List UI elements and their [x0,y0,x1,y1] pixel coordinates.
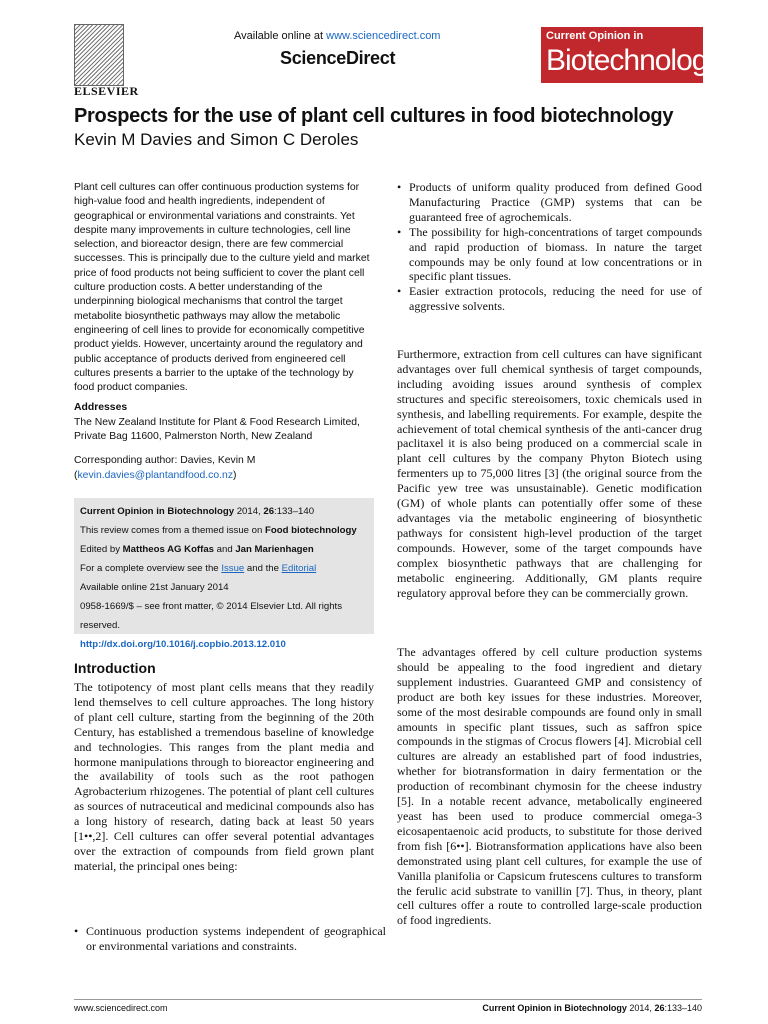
article-authors: Kevin M Davies and Simon C Deroles [74,130,359,149]
journal-logo-main: Biotechnology [546,44,722,77]
paragraph-text: Furthermore, extraction from cell cultures can have significant advantages over full chemical synthesis of target compounds, including avoiding issues around synthesis of complex structures and specific stereoisomers, toxic chemicals used in synthesis, and labelling requirements. For example, despite the achievement of total chemical synthesis of the anti-cancer drug paclitaxel it is also being produced on a commercial scale in plant cell cultures by the company Phyton Biotech using fermenters up to 75,000 litres [3] (the original source from the Pacific yew tree was unsustainable). Genetic modification (GM) of whole plants can potentially offer some of these advantages via the metabolic engineering of biosynthetic pathways for consistent high-level production of the target compounds. However, some of the target compounds have complex biosynthetic pathways that are challenging for metabolic engineering. Additionally, GM plants require regulatory approval before they can be commercially grown. [397,347,702,600]
intro-bullet: • Continuous production systems independent of geographical or environmental variations and constraints. [74,924,386,954]
paragraph-text: The advantages offered by cell culture production systems should be appealing to the food ingredient and dietary supplement industries. Guaranteed GMP and consistency of product are both key issues for these industries. Moreover, some of the most desirable compounds are found only in small amounts in specific plant tissues, such as saffron spice compounds in the stigmas of Crocus flowers [4]. Microbial cell cultures are already an established part of food industries, whether for biotransformation in dairy fermentation or the production of recombinant chymosin for the cheese industry [5]. In a notable recent advance, metabolically engineered yeast has been used to produce commercial omega-3 eicosapentaenoic acid products, to substitute for those derived from fish [6••]. Biotransformation applications have also been demonstrated using plant cell cultures, for example the use of Vanilla planifolia or Capsicum frutescens cultures to transform the ferulic acid substrate to vanillin [7]. Thus, in theory, plant cell cultures offer a route to controlled large-scale production of food ingredients. [397,645,702,928]
elsevier-tree-icon [74,24,124,86]
footer-site: www.sciencedirect.com [74,1003,168,1013]
copyright: 0958-1669/$ – see front matter, © 2014 Elsevier Ltd. All rights reserved. [80,601,342,631]
footer-citation [470,1003,702,1013]
addresses-heading: Addresses [74,402,128,414]
issue-link[interactable]: Issue [221,563,245,574]
article-info-box [74,498,374,650]
footer-pages: :133–140 [664,1003,702,1013]
list-item: • Products of uniform quality produced from defined Good Manufacturing Practice (GMP) systems that can be guaranteed free of agrochemicals. [397,180,702,225]
sciencedirect-wordmark: ScienceDirect [280,48,396,68]
footer-journal: Current Opinion in Biotechnology [482,1003,627,1013]
editor-2: Jan Marienhagen [235,544,314,555]
abstract-text: Plant cell cultures can offer continuous production systems for high-value food and health ingredients, independent of geographical or environmental variations and constraints. Yet despite many improvements in culture technologies, cell line selection, and bioreactor design, there are few commercial successes. This is principally due to the culture yield and market price of food products not being sufficient to cover the plant cell culture production costs. A better understanding of the underpinning biological mechanisms that control the target metabolite biosynthetic pathways may allow the metabolic engineering of cell lines to provide for economically competitive product yields. However, uncertainty around the regulatory and public acceptance of products derived from engineered cell cultures presents a barrier to the uptake of the technology by food product companies. [74,182,370,394]
journal-logo [541,27,722,83]
footer-volume: 26 [654,1003,665,1013]
themed-issue [80,521,374,540]
available-date: Available online 21st January 2014 [80,582,229,593]
doi-link[interactable]: http://dx.doi.org/10.1016/j.copbio.2013.12.010 [80,639,286,650]
editor-1: Mattheos AG Koffas [122,544,214,555]
paragraph-advantages [397,645,702,928]
edited-prefix: Edited by [80,544,123,555]
header [74,24,722,104]
themed-topic: Food biotechnology [265,525,357,536]
editorial-link[interactable]: Editorial [281,563,317,574]
available-online [234,30,440,42]
footer-rule [74,999,702,1000]
citation-year: 2014, [234,506,264,517]
edited-and: and [214,544,236,555]
citation-volume: 26 [263,506,275,517]
list-item: • Easier extraction protocols, reducing the need for use of aggressive solvents. [397,284,702,314]
intro-heading: Introduction [74,660,156,676]
overview-and: and the [244,563,282,574]
corresponding-author: Corresponding author: Davies, Kevin M [74,455,256,467]
editors [80,540,374,559]
journal-logo-top: Current Opinion in [546,30,644,42]
intro-text: The totipotency of most plant cells means that they readily lend themselves to cell culture approaches. The long history of plant cell culture, starting from the beginning of the 20th Century, has established a tremendous baseline of knowledge and technologies. This ranges from the plant media and hormone manipulations through to bioreactor engineering and the availability of tools such as the root pathogen Agrobacterium rhizogenes. The potential of plant cell cultures as sources of nutraceutical and medicinal compounds also has a long history of research, dating back at least 50 years [1••,2]. Cell cultures can offer several potential advantages over the extraction of compounds from field grown plant material, the principal ones being: [74,680,374,873]
citation-pages: :133–140 [274,506,315,517]
advantages-list [397,180,702,314]
abstract [74,181,374,483]
overview [80,559,374,578]
email-link[interactable]: kevin.davies@plantandfood.co.nz [77,469,234,481]
overview-prefix: For a complete overview see the [80,563,222,574]
article-title: Prospects for the use of plant cell cultures in food biotechnology [74,105,674,127]
elsevier-wordmark: ELSEVIER [74,84,139,98]
list-item: • The possibility for high-concentrations of target compounds and rapid production of biomass. In nature the target compounds may be only found at low concentrations or in specific plant tissues. [397,225,702,285]
footer-year: 2014, [626,1003,655,1013]
paragraph-extraction [397,347,702,600]
author-email: (kevin.davies@plantandfood.co.nz) [74,469,237,481]
citation [80,502,374,521]
addresses-text: The New Zealand Institute for Plant & Food Research Limited, Private Bag 11600, Palmerston North, New Zealand [74,416,360,443]
elsevier-logo [74,24,139,98]
citation-journal: Current Opinion in Biotechnology [80,506,235,517]
themed-prefix: This review comes from a themed issue on [80,525,266,536]
sciencedirect-link[interactable]: www.sciencedirect.com [326,30,441,42]
available-online-label: Available online at [234,30,324,42]
